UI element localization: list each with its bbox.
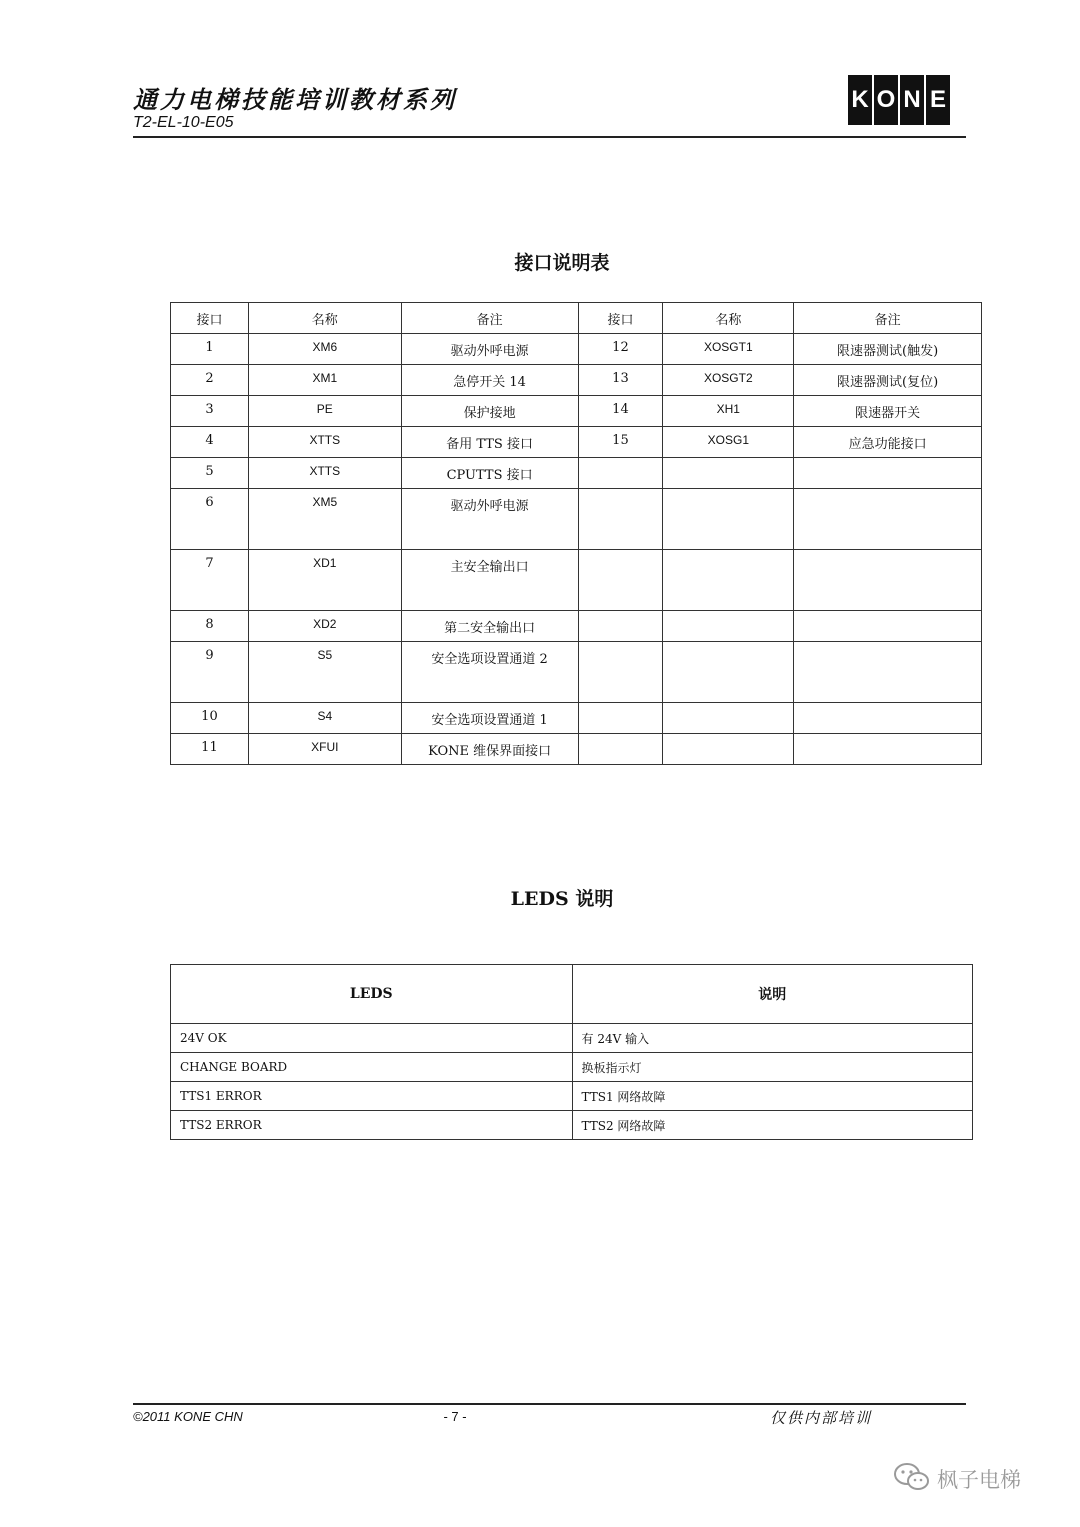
logo-letter: E (926, 75, 950, 125)
column-header: 备注 (794, 303, 982, 334)
table-cell: 主安全输出口 (401, 550, 578, 611)
table-cell: 13 (578, 365, 663, 396)
column-header: 说明 (572, 965, 972, 1024)
table-cell: XH1 (663, 396, 794, 427)
document-series-title: 通力电梯技能培训教材系列 (133, 85, 457, 114)
table-cell: XOSGT2 (663, 365, 794, 396)
table-cell: 11 (171, 734, 249, 765)
table-cell: 有 24V 输入 (572, 1024, 972, 1053)
table-row (171, 1082, 973, 1111)
table-cell: 9 (171, 642, 249, 703)
table-cell: 限速器测试(触发) (794, 334, 982, 365)
table-cell: S5 (248, 642, 401, 703)
column-header: LEDS (171, 965, 573, 1024)
interface-table (170, 302, 982, 765)
table-row (171, 611, 982, 642)
table-cell: 应急功能接口 (794, 427, 982, 458)
copyright-text: ©2011 KONE CHN (133, 1409, 243, 1424)
table-cell: 驱动外呼电源 (401, 489, 578, 550)
table-row (171, 703, 982, 734)
table-cell (794, 734, 982, 765)
logo-letter: K (848, 75, 872, 125)
leds-table (170, 964, 973, 1140)
table-row (171, 458, 982, 489)
table-cell: 5 (171, 458, 249, 489)
table-cell: 备用 TTS 接口 (401, 427, 578, 458)
table-cell: XM5 (248, 489, 401, 550)
table-cell: 12 (578, 334, 663, 365)
table-row (171, 1053, 973, 1082)
table-cell: TTS2 网络故障 (572, 1111, 972, 1140)
table-cell (578, 550, 663, 611)
table-row (171, 1024, 973, 1053)
table-cell: 急停开关 14 (401, 365, 578, 396)
column-header: 名称 (248, 303, 401, 334)
table-cell: XM1 (248, 365, 401, 396)
table-cell (578, 703, 663, 734)
table-cell: 3 (171, 396, 249, 427)
table-cell: PE (248, 396, 401, 427)
table-cell (663, 642, 794, 703)
watermark (893, 1462, 1021, 1496)
table-header-row (171, 303, 982, 334)
document-code: T2-EL-10-E05 (133, 114, 234, 131)
table-cell: 7 (171, 550, 249, 611)
table-cell: XD1 (248, 550, 401, 611)
table-cell (578, 734, 663, 765)
table-cell: XFUI (248, 734, 401, 765)
column-header: 接口 (578, 303, 663, 334)
table-cell: CHANGE BOARD (171, 1053, 573, 1082)
table-cell: 8 (171, 611, 249, 642)
table-cell: XOSG1 (663, 427, 794, 458)
table-cell: 24V OK (171, 1024, 573, 1053)
table-cell: 驱动外呼电源 (401, 334, 578, 365)
table-row (171, 365, 982, 396)
table-cell: TTS1 ERROR (171, 1082, 573, 1111)
table-cell: KONE 维保界面接口 (401, 734, 578, 765)
header-divider (133, 136, 966, 138)
kone-logo (848, 75, 950, 125)
table-cell: XD2 (248, 611, 401, 642)
table-cell (794, 642, 982, 703)
table-cell: 第二安全输出口 (401, 611, 578, 642)
interface-table-title: 接口说明表 (514, 252, 610, 274)
table-cell: CPUTTS 接口 (401, 458, 578, 489)
column-header: 名称 (663, 303, 794, 334)
table-row (171, 334, 982, 365)
table-cell: 安全选项设置通道 2 (401, 642, 578, 703)
table-row (171, 427, 982, 458)
table-cell (794, 458, 982, 489)
table-cell: 限速器测试(复位) (794, 365, 982, 396)
table-cell: 安全选项设置通道 1 (401, 703, 578, 734)
table-cell: S4 (248, 703, 401, 734)
table-cell: 14 (578, 396, 663, 427)
table-cell: 10 (171, 703, 249, 734)
table-cell: XTTS (248, 427, 401, 458)
table-row (171, 489, 982, 550)
wechat-icon (893, 1462, 931, 1496)
table-cell (794, 703, 982, 734)
table-cell (578, 611, 663, 642)
table-cell: 15 (578, 427, 663, 458)
internal-use-note: 仅供内部培训 (770, 1409, 873, 1427)
table-cell: TTS1 网络故障 (572, 1082, 972, 1111)
table-cell (663, 550, 794, 611)
table-cell: XTTS (248, 458, 401, 489)
logo-letter: N (900, 75, 924, 125)
table-cell: 限速器开关 (794, 396, 982, 427)
table-cell (578, 642, 663, 703)
logo-letter: O (874, 75, 898, 125)
table-cell (663, 703, 794, 734)
table-cell: XOSGT1 (663, 334, 794, 365)
table-cell: 4 (171, 427, 249, 458)
table-cell: 保护接地 (401, 396, 578, 427)
page-number: - 7 - (443, 1409, 467, 1424)
table-row (171, 550, 982, 611)
table-row (171, 734, 982, 765)
table-cell (578, 458, 663, 489)
table-row (171, 1111, 973, 1140)
table-cell (663, 458, 794, 489)
table-cell: 1 (171, 334, 249, 365)
table-cell: TTS2 ERROR (171, 1111, 573, 1140)
table-cell (578, 489, 663, 550)
footer-divider (133, 1403, 966, 1405)
table-cell: 换板指示灯 (572, 1053, 972, 1082)
table-row (171, 396, 982, 427)
column-header: 接口 (171, 303, 249, 334)
leds-table-title: LEDS 说明 (510, 888, 614, 910)
table-cell: 2 (171, 365, 249, 396)
table-cell: XM6 (248, 334, 401, 365)
watermark-text: 枫子电梯 (937, 1468, 1021, 1492)
column-header: 备注 (401, 303, 578, 334)
table-cell (663, 611, 794, 642)
table-cell (663, 734, 794, 765)
table-row (171, 642, 982, 703)
table-cell (794, 489, 982, 550)
table-cell: 6 (171, 489, 249, 550)
table-header-row (171, 965, 973, 1024)
table-cell (663, 489, 794, 550)
table-cell (794, 611, 982, 642)
table-cell (794, 550, 982, 611)
